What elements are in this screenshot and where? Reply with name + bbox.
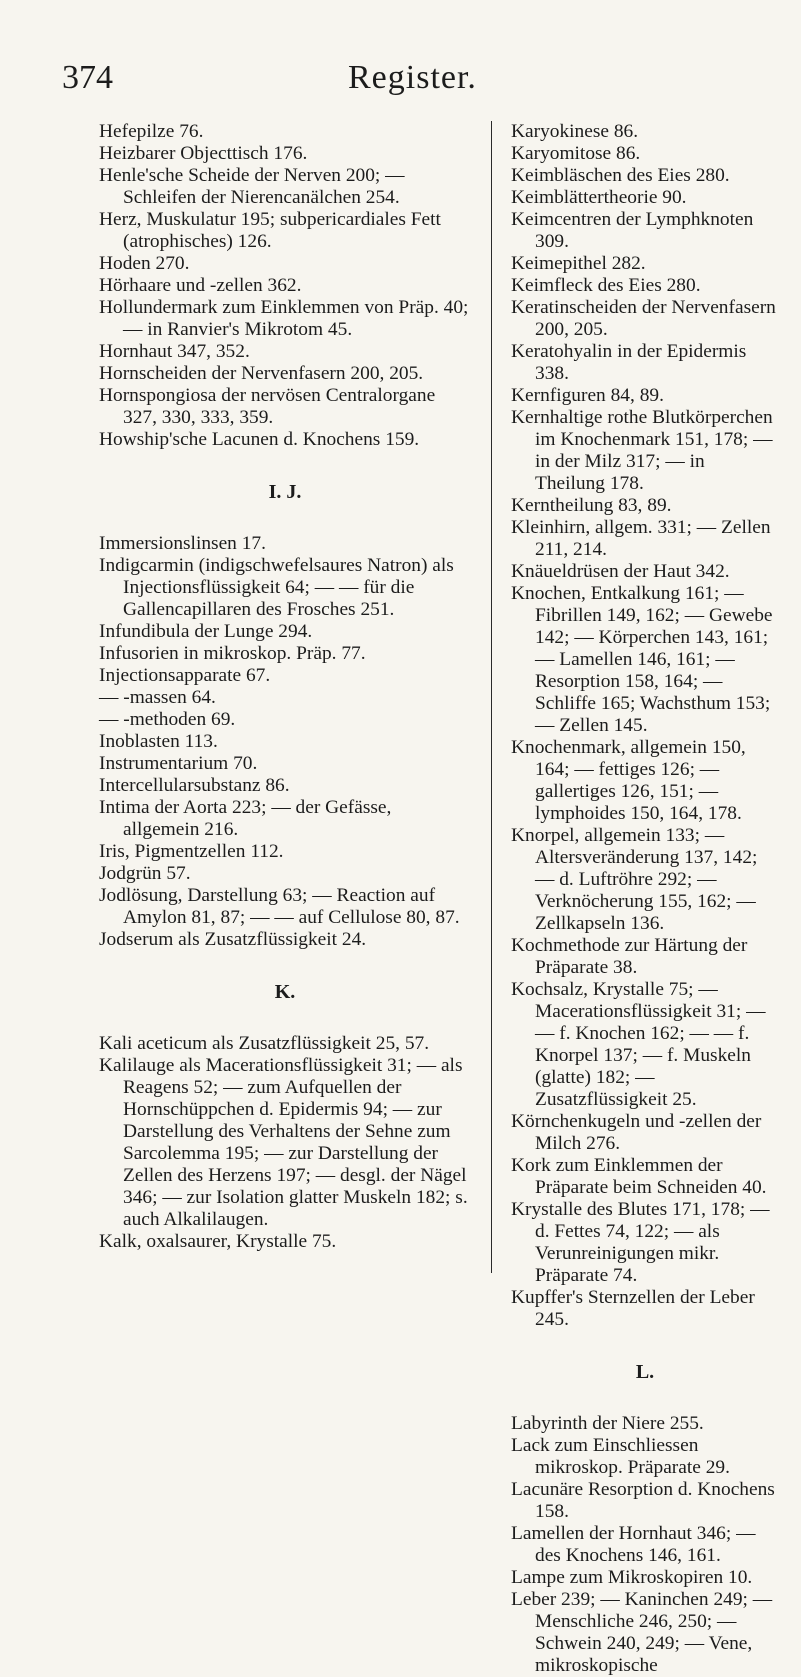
page-number: 374	[62, 59, 113, 96]
index-entry: Lamellen der Hornhaut 346; — des Knochens 146, 161.	[511, 1523, 756, 1566]
index-entry: Kork zum Einklemmen der Präparate beim Schneiden 40.	[511, 1155, 767, 1198]
entries-k-left	[99, 1033, 471, 1253]
index-entry: Kernhaltige rothe Blutkörperchen im Knochenmark 151, 178; — in der Milz 317; — in Theilung 178.	[511, 407, 773, 494]
index-entry: Infusorien in mikroskop. Präp. 77.	[99, 643, 366, 664]
index-entry: Intima der Aorta 223; — der Gefässe, allgemein 216.	[99, 797, 392, 840]
index-entry: Hornspongiosa der nervösen Centralorgane 327, 330, 333, 359.	[99, 385, 436, 428]
index-entry: Leber 239; — Kaninchen 249; — Menschliche 246, 250; — Schwein 240, 249; — Vene, mikroskopische	[511, 1589, 773, 1676]
index-entry: Keimbläschen des Eies 280.	[511, 165, 730, 186]
index-entry: Kleinhirn, allgem. 331; — Zellen 211, 214.	[511, 517, 771, 560]
index-entry: Infundibula der Lunge 294.	[99, 621, 313, 642]
index-entry: Lacunäre Resorption d. Knochens 158.	[511, 1479, 775, 1522]
index-entry: Instrumentarium 70.	[99, 753, 258, 774]
index-entry: Keimblättertheorie 90.	[511, 187, 687, 208]
index-entry: — -massen 64.	[99, 687, 216, 708]
index-entry: Kochsalz, Krystalle 75; — Macerationsflüssigkeit 31; — — f. Knochen 162; — — f. Knorpel 137; — f. Muskeln (glatte) 182; — Zusatzflüssigkeit 25.	[511, 979, 766, 1110]
index-entry: Karyomitose 86.	[511, 143, 641, 164]
index-entry: Jodlösung, Darstellung 63; — Reaction auf Amylon 81, 87; — — auf Cellulose 80, 87.	[99, 885, 460, 928]
index-entry: Körnchenkugeln und -zellen der Milch 276.	[511, 1111, 762, 1154]
index-entry: Iris, Pigmentzellen 112.	[99, 841, 284, 862]
index-entry: Henle'sche Scheide der Nerven 200; — Schleifen der Nierencanälchen 254.	[99, 165, 405, 208]
index-entry: Injectionsapparate 67.	[99, 665, 271, 686]
index-entry: Hoden 270.	[99, 253, 190, 274]
index-entry: Knochen, Entkalkung 161; — Fibrillen 149, 162; — Gewebe 142; — Körperchen 143, 161; — Lamellen 146, 161; — Resorption 158, 164; — Schliffe 165; Wachsthum 153; — Zellen 145.	[511, 583, 773, 736]
section-heading-l: L.	[635, 1361, 655, 1383]
entries-h	[99, 121, 471, 451]
index-entry: Kernfiguren 84, 89.	[511, 385, 664, 406]
index-entry: Kerntheilung 83, 89.	[511, 495, 672, 516]
index-entry: Hollundermark zum Einklemmen von Präp. 40; — in Ranvier's Mikrotom 45.	[99, 297, 469, 340]
index-entry: Hornhaut 347, 352.	[99, 341, 250, 362]
index-entry: Keratinscheiden der Nervenfasern 200, 205.	[511, 297, 776, 340]
index-entry: Immersionslinsen 17.	[99, 533, 266, 554]
index-entry: Lack zum Einschliessen mikroskop. Präparate 29.	[511, 1435, 730, 1478]
page-header	[0, 0, 801, 110]
index-entry: Karyokinese 86.	[511, 121, 639, 142]
index-entry: Kupffer's Sternzellen der Leber 245.	[511, 1287, 755, 1330]
index-entry: Kochmethode zur Härtung der Präparate 38.	[511, 935, 748, 978]
index-entry: Howship'sche Lacunen d. Knochens 159.	[99, 429, 420, 450]
index-entry: Kalk, oxalsaurer, Krystalle 75.	[99, 1231, 337, 1252]
index-entry: Hefepilze 76.	[99, 121, 204, 142]
index-entry: Keimfleck des Eies 280.	[511, 275, 701, 296]
index-entry: Indigcarmin (indigschwefelsaures Natron) als Injectionsflüssigkeit 64; — — für die Gallencapillaren des Frosches 251.	[99, 555, 454, 620]
index-entry: Keimcentren der Lymphknoten 309.	[511, 209, 754, 252]
index-entry: Keimepithel 282.	[511, 253, 646, 274]
index-entry: Hornscheiden der Nervenfasern 200, 205.	[99, 363, 424, 384]
index-entry: Jodgrün 57.	[99, 863, 191, 884]
index-entry: Intercellularsubstanz 86.	[99, 775, 290, 796]
index-entry: Jodserum als Zusatzflüssigkeit 24.	[99, 929, 367, 950]
index-entry: Knäueldrüsen der Haut 342.	[511, 561, 730, 582]
index-entry: Inoblasten 113.	[99, 731, 218, 752]
index-entry: Labyrinth der Niere 255.	[511, 1413, 704, 1434]
section-heading-ij: I. J.	[268, 481, 302, 503]
left-column	[99, 121, 471, 1253]
index-entry: Knorpel, allgemein 133; — Altersveränderung 137, 142; — d. Luftröhre 292; — Verknöcherung 155, 162; — Zellkapseln 136.	[511, 825, 758, 934]
index-entry: — -methoden 69.	[99, 709, 236, 730]
right-column	[511, 121, 779, 1677]
index-entry: Kali aceticum als Zusatzflüssigkeit 25, 57.	[99, 1033, 430, 1054]
entries-k-right	[511, 121, 779, 1331]
index-entry: Knochenmark, allgemein 150, 164; — fettiges 126; — gallertiges 126, 151; — lymphoides 150, 164, 178.	[511, 737, 746, 824]
index-entry: Heizbarer Objecttisch 176.	[99, 143, 308, 164]
running-title: Register.	[348, 59, 477, 96]
entries-l	[511, 1413, 779, 1677]
index-entry: Keratohyalin in der Epidermis 338.	[511, 341, 747, 384]
index-entry: Hörhaare und -zellen 362.	[99, 275, 302, 296]
index-entry: Lampe zum Mikroskopiren 10.	[511, 1567, 753, 1588]
index-entry: Kalilauge als Macerationsflüssigkeit 31; — als Reagens 52; — zum Aufquellen der Hornschüppchen d. Epidermis 94; — zur Darstellung des Verhaltens der Sehne zum Sarcolemma 195; — zur Darstellung der Zellen des Herzens 197; — desgl. der Nägel 346; — zur Isolation glatter Muskeln 182; s. auch Alkalilaugen.	[99, 1055, 468, 1230]
index-entry: Krystalle des Blutes 171, 178; — d. Fettes 74, 122; — als Verunreinigungen mikr. Präparate 74.	[511, 1199, 770, 1286]
index-entry: Herz, Muskulatur 195; subpericardiales Fett (atrophisches) 126.	[99, 209, 441, 252]
column-divider	[491, 121, 492, 1273]
section-heading-k: K.	[274, 981, 296, 1003]
entries-ij	[99, 533, 471, 951]
